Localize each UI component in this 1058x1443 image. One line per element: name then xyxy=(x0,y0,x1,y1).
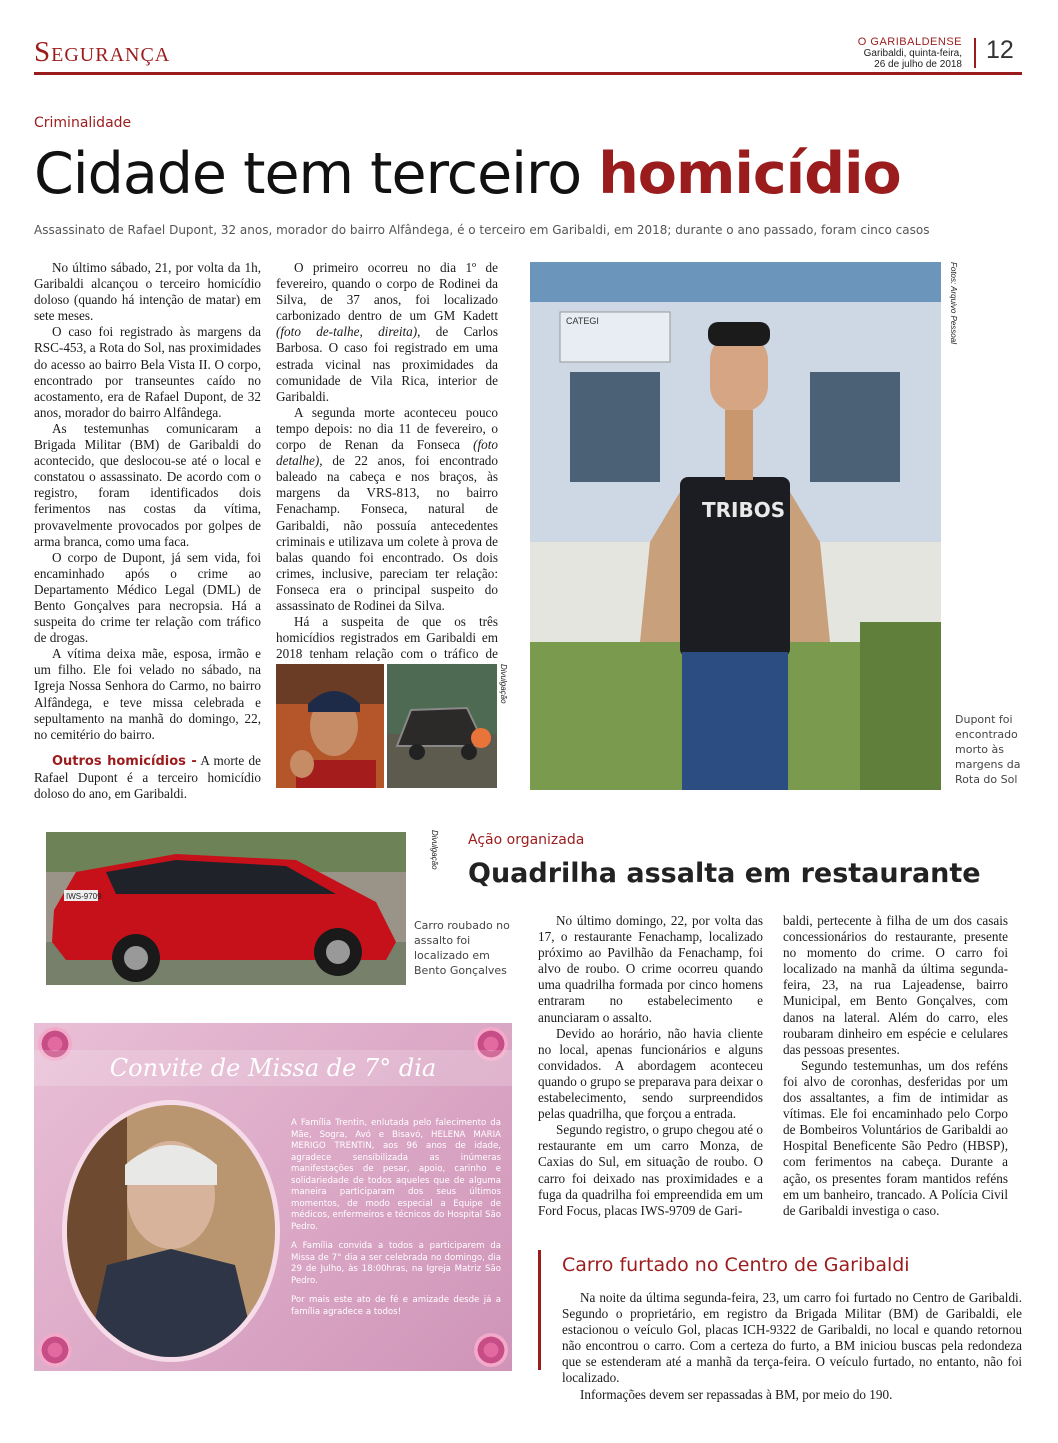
paragraph: No último sábado, 21, por volta da 1h, Garibaldi alcançou o terceiro homicídio doloso (quando há intenção de matar) em sete meses. xyxy=(34,260,261,324)
rose-decoration-icon xyxy=(474,1333,508,1367)
ad-paragraph: Por mais este ato de fé e amizade desde já a família agradece a todos! xyxy=(291,1295,501,1317)
text-run: , de Carlos Barbosa. O caso foi registrado em uma estrada vicinal nas proximidades da comunidade de Vila Rica, interior de Garibaldi. xyxy=(276,324,498,404)
article2-headline: Quadrilha assalta em restaurante xyxy=(468,858,981,889)
publication-name: O GARIBALDENSE xyxy=(857,36,962,48)
article1-headline xyxy=(34,138,901,210)
car-plate-text: IWS-9709 xyxy=(66,892,102,901)
page-number: 12 xyxy=(986,36,1014,64)
headline-part1: Cidade tem terceiro xyxy=(34,141,599,207)
text-run: A segunda morte aconteceu pouco tempo depois: no dia 11 de fevereiro, o corpo de Renan da Fonseca xyxy=(276,404,498,453)
section-rule xyxy=(34,72,1022,75)
headline-part2: homicídio xyxy=(598,141,901,207)
dateline-2: 26 de julho de 2018 xyxy=(874,59,962,70)
shirt-text: TRIBOS xyxy=(702,498,786,522)
paragraph: O corpo de Dupont, já sem vida, foi encaminhado após o crime ao Departamento Médico Legal (DML) de Bento Gonçalves para necropsia. Há a suspeita do crime ter relação com tráfico de drogas. xyxy=(34,549,261,646)
paragraph: Devido ao horário, não havia cliente no local, apenas funcionários e alguns convidados. A abordagem aconteceu quando o grupo se preparava para deixar o estabelecimento, sendo surpreendidos pelas quadrilha, que forçou a entrada. xyxy=(538,1025,763,1122)
sign-text: CATEGI xyxy=(566,316,599,326)
article2-column-1 xyxy=(538,913,763,1219)
memorial-portrait xyxy=(62,1100,280,1362)
other-homicides-heading: Outros homicídios - xyxy=(52,753,197,769)
paragraph xyxy=(276,405,498,614)
burned-car-photo xyxy=(387,664,497,788)
car-photo xyxy=(46,832,406,985)
article2-kicker: Ação organizada xyxy=(468,832,585,848)
masthead xyxy=(858,37,962,70)
photo-ref: (foto detalhe) xyxy=(276,437,498,469)
paragraph xyxy=(34,753,261,802)
small-photo-credit: Divulgação xyxy=(499,664,508,704)
paragraph: Informações devem ser repassadas à BM, por meio do 190. xyxy=(580,1386,893,1402)
article3-body xyxy=(562,1290,1022,1403)
main-photo-caption: Dupont foi encontrado morto às margens da Rota do Sol xyxy=(955,713,1021,786)
car-photo-credit: Divulgação xyxy=(430,830,439,870)
paragraph: Na noite da última segunda-feira, 23, um carro foi furtado no Centro de Garibaldi. Segundo o proprietário, em registro da Brigada Militar (BM) de Garibaldi, ele estacionou o veículo Gol, placas ICH-9322 de Garibaldi, no local e quando retornou não encontrou o carro. Com a certeza do furto, a BM iniciou buscas pela redondeza que se estenderam até a manhã da terça-feira. O veículo furtado, no entanto, não foi localizado. xyxy=(562,1290,1022,1386)
paragraph: Segundo registro, o grupo chegou até o restaurante em um carro Monza, de Caxias do Sul, em situação de roubo. O carro foi deixado nas proximidades e a fuga da quadrilha foi empreendida em um Ford Focus, placas IWS-9709 de Gari- xyxy=(538,1122,763,1218)
photo-ref: (foto de-talhe, direita) xyxy=(276,324,418,340)
article3-accent-bar xyxy=(538,1250,541,1370)
paragraph: No último domingo, 22, por volta das 17, o restaurante Fenachamp, localizado próximo ao Pavilhão da Fenachamp, foi alvo de roubo. O crime ocorreu quando uma quadrilha formada por cinco homens entraram no estabelecimento e anunciaram o assalto. xyxy=(538,913,763,1025)
ad-title: Convite de Missa de 7° dia xyxy=(109,1054,437,1082)
article1-column-1 xyxy=(34,260,261,802)
paragraph: Segundo testemunhas, um dos reféns foi alvo de coronhas, desferidas por um dos assaltantes, a fim de intimidar as vítimas. Ele foi encaminhado pelo Corpo de Bombeiros Voluntários de Garibaldi ao Hospital Beneficente São Pedro (HBSP), com ferimentos na cabeça. Durante a ação, os presentes foram mantidos reféns em um banheiro, trancado. A Polícia Civil de Garibaldi investiga o caso. xyxy=(783,1057,1008,1218)
section-title: Segurança xyxy=(34,36,171,68)
page-divider xyxy=(974,38,976,68)
paragraph xyxy=(276,260,498,405)
article2-column-2 xyxy=(783,913,1008,1219)
text-run: O primeiro ocorreu no dia 1º de fevereiro, quando o corpo de Rodinei da Silva, de 37 anos, foi localizado carbonizado dentro de um GM Kadett xyxy=(276,260,498,324)
article1-kicker: Criminalidade xyxy=(34,115,132,131)
paragraph: As testemunhas comunicaram a Brigada Militar (BM) de Garibaldi do acontecido, que deslocou-se até o local e constatou o assassinato. De acordo com o registro, foram identificados dois ferimentos nas costas da vítima, provavelmente provocados por golpes de arma branca, como uma faca. xyxy=(34,420,261,549)
main-photo xyxy=(530,262,941,790)
paragraph: A vítima deixa mãe, esposa, irmão e um filho. Ele foi velado no sábado, na Igreja Nossa Senhora do Carmo, no bairro Alfândega, e teve missa celebrada e sepultamento na manhã do domingo, 22, no cemitério do bairro. xyxy=(34,646,261,742)
dateline-1: Garibaldi, quinta-feira, xyxy=(863,48,962,59)
article1-column-2 xyxy=(276,260,498,678)
article1-subhead: Assassinato de Rafael Dupont, 32 anos, morador do bairro Alfândega, é o terceiro em Garibaldi, em 2018; durante o ano passado, foram cinco casos xyxy=(34,223,930,237)
paragraph: O caso foi registrado às margens da RSC-453, a Rota do Sol, nas proximidades do acesso ao bairro Bela Vista II. O corpo, encontrado por transeuntes caído no acostamento, era de Rafael Dupont, de 32 anos, morador do bairro Alfândega. xyxy=(34,324,261,420)
paragraph: Há a suspeita de que os três homicídios registrados em Garibaldi em 2018 tenham relação com o tráfico de xyxy=(276,614,498,662)
victim-photo xyxy=(276,664,384,788)
other-homicides-text: A morte de Rafael Dupont é a terceiro homicídio doloso do ano, em Garibaldi. xyxy=(34,752,261,801)
text-run: , de 22 anos, foi encontrado baleado na cabeça e nos braços, às margens da VRS-813, no bairro Fenachamp. Fonseca, natural de Garibaldi, não possuía antecedentes criminais e utilizava um colete à prova de balas quando foi encontrado. Os dois crimes, inclusive, pareciam ter relação: Fonseca era o principal suspeito do assassinato de Rodinei da Silva. xyxy=(276,453,498,613)
ad-paragraph: A Família convida a todos a participarem da Missa de 7° dia a ser celebrada no domingo, dia 29 de Julho, às 18:00hras, na Igreja Matriz São Pedro. xyxy=(291,1241,501,1286)
paragraph: baldi, pertecente à filha de um dos casais concessionários do restaurante, presente no momento do crime. O carro foi localizado na manhã da última segunda-feira, 23, na rua Lajeadense, bairro Municipal, em Bento Gonçalves, com danos na lateral. Além do carro, eles roubaram dinheiro em espécie e celulares das pessoas presentes. xyxy=(783,913,1008,1057)
car-photo-caption: Carro roubado no assalto foi localizado em Bento Gonçalves xyxy=(414,919,510,977)
photo-credit: Fotos: Arquivo Pessoal xyxy=(949,262,958,344)
article3-title: Carro furtado no Centro de Garibaldi xyxy=(562,1254,910,1276)
ad-text xyxy=(291,1118,501,1326)
ad-paragraph: A Família Trentin, enlutada pelo falecimento da Mãe, Sogra, Avó e Bisavó, HELENA MARIA MERIGO TRENTIN, aos 96 anos de idade, agradece sensibilizada as inúmeras manifestações de pesar, apoio, carinho e solidariedade de todos aqueles que de alguma maneira participaram dos seus últimos momentos, de modo especial a Equipe de médicos, enfermeiros e técnicos do Hospital São Pedro. xyxy=(291,1118,501,1232)
rose-decoration-icon xyxy=(38,1333,72,1367)
